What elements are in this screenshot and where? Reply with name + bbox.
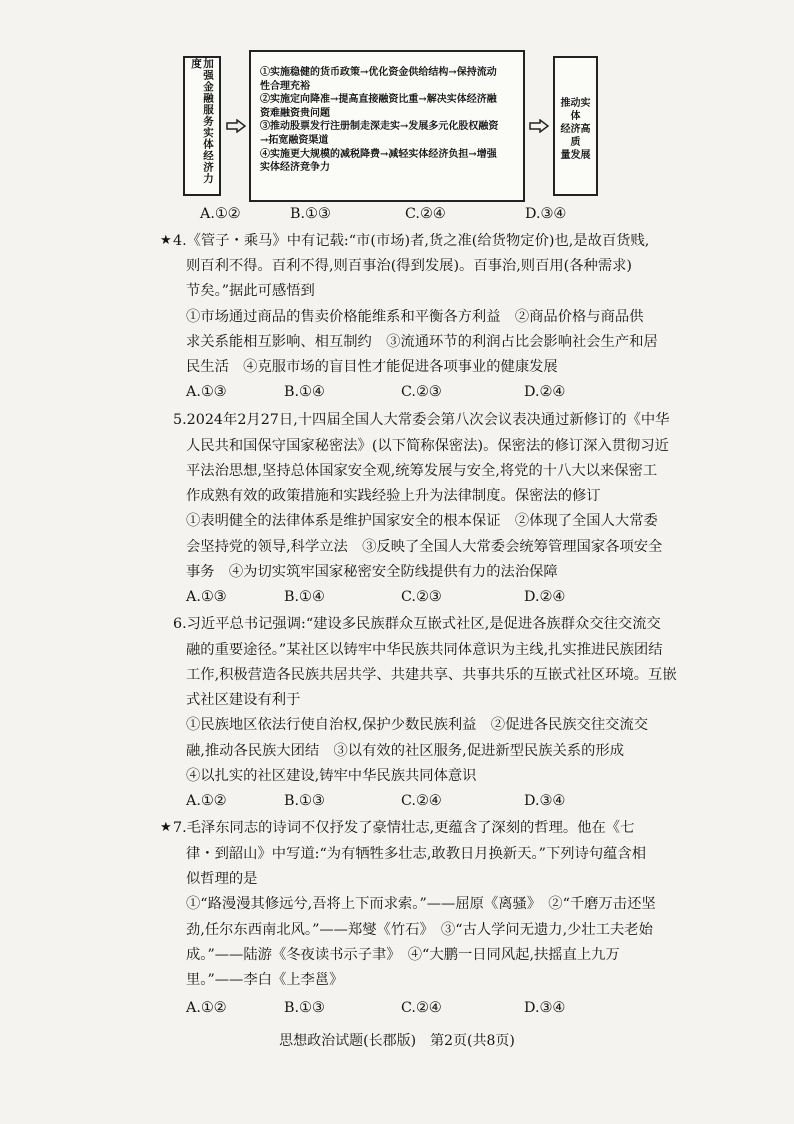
option-b[interactable]: B.①④ <box>284 589 325 605</box>
option-c[interactable]: C.②③ <box>401 384 442 400</box>
q6-line: 式社区建设有利于 <box>186 692 301 708</box>
page-footer: 思想政治试题(长郡版) 第2页(共8页) <box>279 1033 515 1049</box>
diagram-right-line: 经济高质 <box>560 123 591 148</box>
diagram-right-line: 量发展 <box>560 149 591 161</box>
diagram-right-box <box>553 56 598 196</box>
option-c[interactable]: C.②④ <box>405 206 446 222</box>
q4-line: 民生活 ④克服市场的盲目性才能促进各项事业的健康发展 <box>186 359 558 375</box>
q6-line: 融,推动各民族大团结 ③以有效的社区服务,促进新型民族关系的形成 <box>186 743 624 759</box>
option-d[interactable]: D.③④ <box>524 793 566 809</box>
q4-line: 节矣。”据此可感悟到 <box>186 283 315 299</box>
q7-line: 似哲理的是 <box>186 871 258 887</box>
q5-line: 会坚持党的领导,科学立法 ③反映了全国人大常委会统筹管理国家各项安全 <box>186 539 663 555</box>
option-a[interactable]: A.①② <box>200 206 241 222</box>
option-c[interactable]: C.②④ <box>401 793 442 809</box>
option-b[interactable]: B.①③ <box>284 1000 325 1016</box>
q4-line: 求关系能相互影响、相互制约 ③流通环节的利润占比会影响社会生产和居 <box>186 334 658 350</box>
q6-line: 6.习近平总书记强调:“建设多民族群众互嵌式社区,是促进各族群众交往交流交 <box>173 616 661 632</box>
diagram-right-line: 推动实体 <box>560 97 591 122</box>
q5-line: 人民共和国保守国家秘密法》(以下简称保密法)。保密法的修订深入贯彻习近 <box>186 438 669 454</box>
q7-line: 律・到韶山》中写道:“为有牺牲多壮志,敢教日月换新天。”下列诗句蕴含相 <box>186 846 647 862</box>
diagram-line: ③推动股票发行注册制走深走实→发展多元化股权融资 <box>260 121 499 133</box>
option-b[interactable]: B.①④ <box>284 384 325 400</box>
option-a[interactable]: A.①③ <box>186 384 227 400</box>
hollow-right-arrow-icon <box>529 119 549 133</box>
flow-diagram <box>183 50 598 202</box>
option-d[interactable]: D.②④ <box>524 384 566 400</box>
diagram-line: 实体经济竞争力 <box>260 162 330 174</box>
option-a[interactable]: A.①③ <box>186 589 227 605</box>
q4-line: 4.《管子・乘马》中有记载:“市(市场)者,货之准(给货物定价)也,是故百货贱, <box>173 233 650 249</box>
diagram-left-text: 加强金融服务实体经济力度 <box>190 58 214 185</box>
q7-line: 7.毛泽东同志的诗词不仅抒发了豪情壮志,更蕴含了深刻的哲理。他在《七 <box>173 820 635 836</box>
diagram-line: →拓宽融资渠道 <box>260 134 329 146</box>
option-d[interactable]: D.③④ <box>524 1000 566 1016</box>
diagram-line: 性合理充裕 <box>260 80 310 92</box>
diagram-line: ②实施定向降准→提高直接融资比重→解决实体经济融 <box>260 94 497 106</box>
q6-line: 融的重要途径。”某社区以铸牢中华民族共同体意识为主线,扎实推进民族团结 <box>186 642 663 658</box>
q4-line: ①市场通过商品的售卖价格能维系和平衡各方利益 ②商品价格与商品供 <box>186 309 644 325</box>
option-c[interactable]: C.②④ <box>401 1000 442 1016</box>
star-mark: ★ <box>160 820 172 835</box>
q7-line: ①“路漫漫其修远兮,吾将上下而求索。”——屈原《离骚》 ②“千磨万击还坚 <box>186 896 656 912</box>
q6-line: 工作,积极营造各民族共居共学、共建共享、共事共乐的互嵌式社区环境。互嵌 <box>186 667 677 683</box>
option-d[interactable]: D.③④ <box>525 206 567 222</box>
q6-line: ④以扎实的社区建设,铸牢中华民族共同体意识 <box>186 768 477 784</box>
diagram-line: ①实施稳健的货币政策→优化资金供给结构→保持流动 <box>260 67 497 78</box>
q6-line: ①民族地区依法行使自治权,保护少数民族利益 ②促进各民族交往交流交 <box>186 717 649 733</box>
star-mark: ★ <box>160 233 172 248</box>
q5-line: 事务 ④为切实筑牢国家秘密安全防线提供有力的法治保障 <box>186 564 558 580</box>
diagram-middle-box <box>249 50 525 202</box>
diagram-line: 资难融资贵问题 <box>260 107 330 119</box>
q5-line: 作成熟有效的政策措施和实践经验上升为法律制度。保密法的修订 <box>186 488 601 504</box>
q7-line: 成。”——陆游《冬夜读书示子聿》 ④“大鹏一日同风起,扶摇直上九万 <box>186 947 620 963</box>
option-c[interactable]: C.②③ <box>401 589 442 605</box>
q5-line: ①表明健全的法律体系是维护国家安全的根本保证 ②体现了全国人大常委 <box>186 513 658 529</box>
hollow-right-arrow-icon <box>226 119 246 133</box>
q7-line: 劲,任尔东西南北风。”——郑燮《竹石》 ③“古人学问无遗力,少壮工夫老始 <box>186 922 653 938</box>
q5-line: 平法治思想,坚持总体国家安全观,统筹发展与安全,将党的十八大以来保密工 <box>186 463 658 479</box>
diagram-left-box <box>183 56 221 196</box>
option-a[interactable]: A.①② <box>186 1000 227 1016</box>
diagram-line: ④实施更大规模的减税降费→减轻实体经济负担→增强 <box>260 148 497 160</box>
q5-line: 5.2024年2月27日,十四届全国人大常委会第八次会议表决通过新修订的《中华 <box>173 412 670 428</box>
option-b[interactable]: B.①③ <box>284 793 325 809</box>
option-a[interactable]: A.①② <box>186 793 227 809</box>
option-d[interactable]: D.②④ <box>524 589 566 605</box>
option-b[interactable]: B.①③ <box>290 206 331 222</box>
q4-line: 则百利不得。百利不得,则百事治(得到发展)。百事治,则百用(各种需求) <box>186 258 633 274</box>
q7-line: 里。”——李白《上李邕》 <box>186 972 344 988</box>
